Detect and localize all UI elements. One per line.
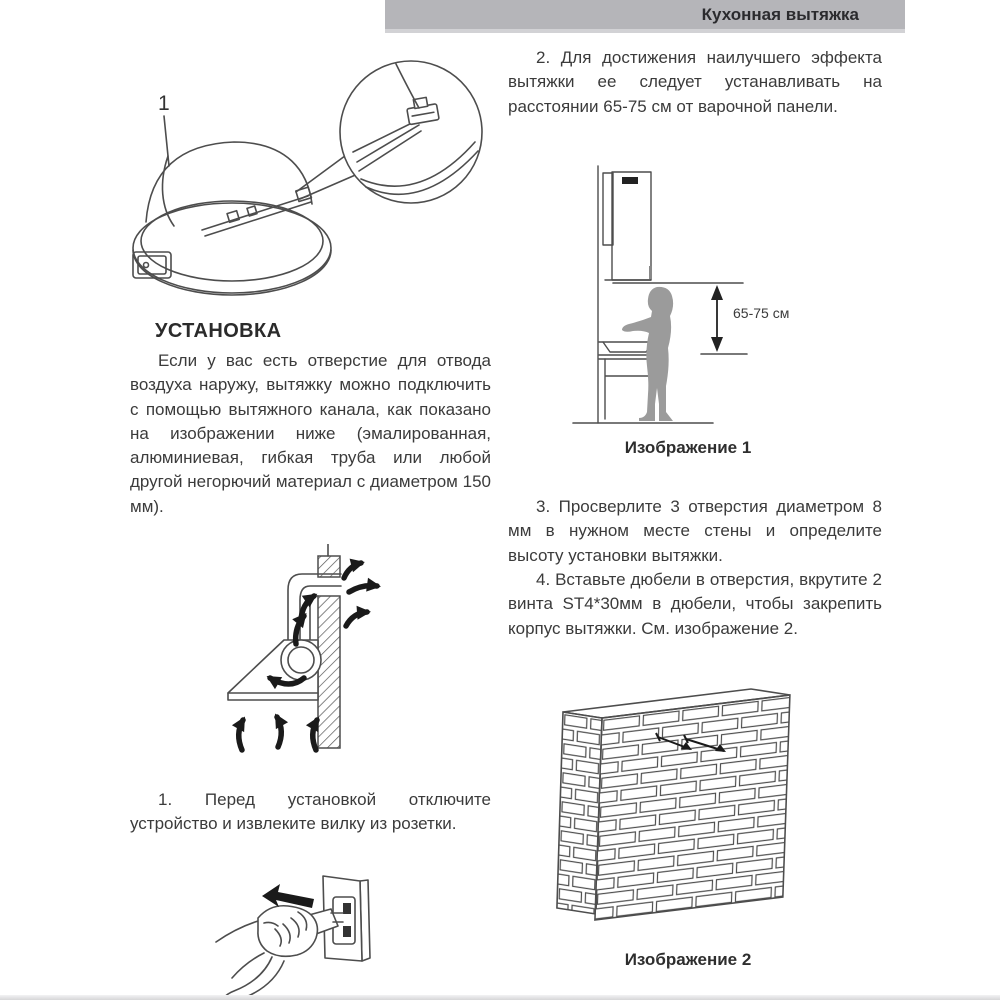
hood-edge-tick — [649, 266, 652, 279]
hand-drawing — [258, 906, 318, 957]
hood-illustration — [128, 52, 490, 314]
step-4-paragraph: 4. Вставьте дюбели в отверстия, вкрутите 2 винта ST4*30мм в дюбели, чтобы закрепить корпус вытяжки. См. изображение 2. — [508, 570, 882, 638]
wall-side-face — [557, 712, 602, 914]
wall-hatched — [318, 544, 340, 748]
cable-drawing — [222, 957, 284, 998]
hood-body-drawing — [133, 142, 331, 295]
figure-1-illustration — [565, 160, 865, 430]
part-label-1 — [158, 92, 170, 166]
part-number-text: 1 — [158, 92, 170, 115]
brick-wall-front-face — [595, 695, 790, 920]
figure-1-caption: Изображение 1 — [624, 438, 752, 457]
figure-2-caption: Изображение 2 — [624, 950, 752, 969]
pull-direction-arrow — [262, 884, 314, 908]
header-bar — [385, 0, 905, 33]
page-scan-edge — [0, 995, 1000, 1000]
step-1-paragraph: 1. Перед установкой отключите устройство и извлеките вилку из розетки. — [130, 790, 491, 834]
figure-2-illustration — [540, 683, 870, 945]
venting-diagram — [204, 544, 456, 766]
unplug-illustration — [212, 866, 432, 998]
arm-drawing — [216, 921, 264, 978]
dimension-label: 65-75 см — [733, 305, 790, 321]
page-title: Кухонная вытяжка — [701, 5, 859, 24]
section-heading: УСТАНОВКА — [155, 320, 282, 342]
step-3-paragraph: 3. Просверлите 3 отверстия диаметром 8 мм в нужном месте стены и определите высоту установки вытяжки. — [508, 497, 882, 565]
intro-paragraph: Если у вас есть отверстие для отвода воздуха наружу, вытяжку можно подключить с помощью вытяжного канала, как показано на изображении ниже (эмалированная, алюминиевая, гибкая труба или любой другой негорючий материал с диаметром 150 мм). — [130, 351, 491, 516]
hood-chimney-drawing — [598, 166, 651, 423]
hood-canopy-drawing — [228, 640, 321, 700]
magnifier-callout — [296, 61, 482, 203]
step-2-paragraph: 2. Для достижения наилучшего эффекта вытяжки ее следует устанавливать на расстоянии 65-75 см от варочной панели. — [508, 48, 882, 116]
person-silhouette — [622, 287, 673, 421]
hood-display — [622, 177, 638, 184]
